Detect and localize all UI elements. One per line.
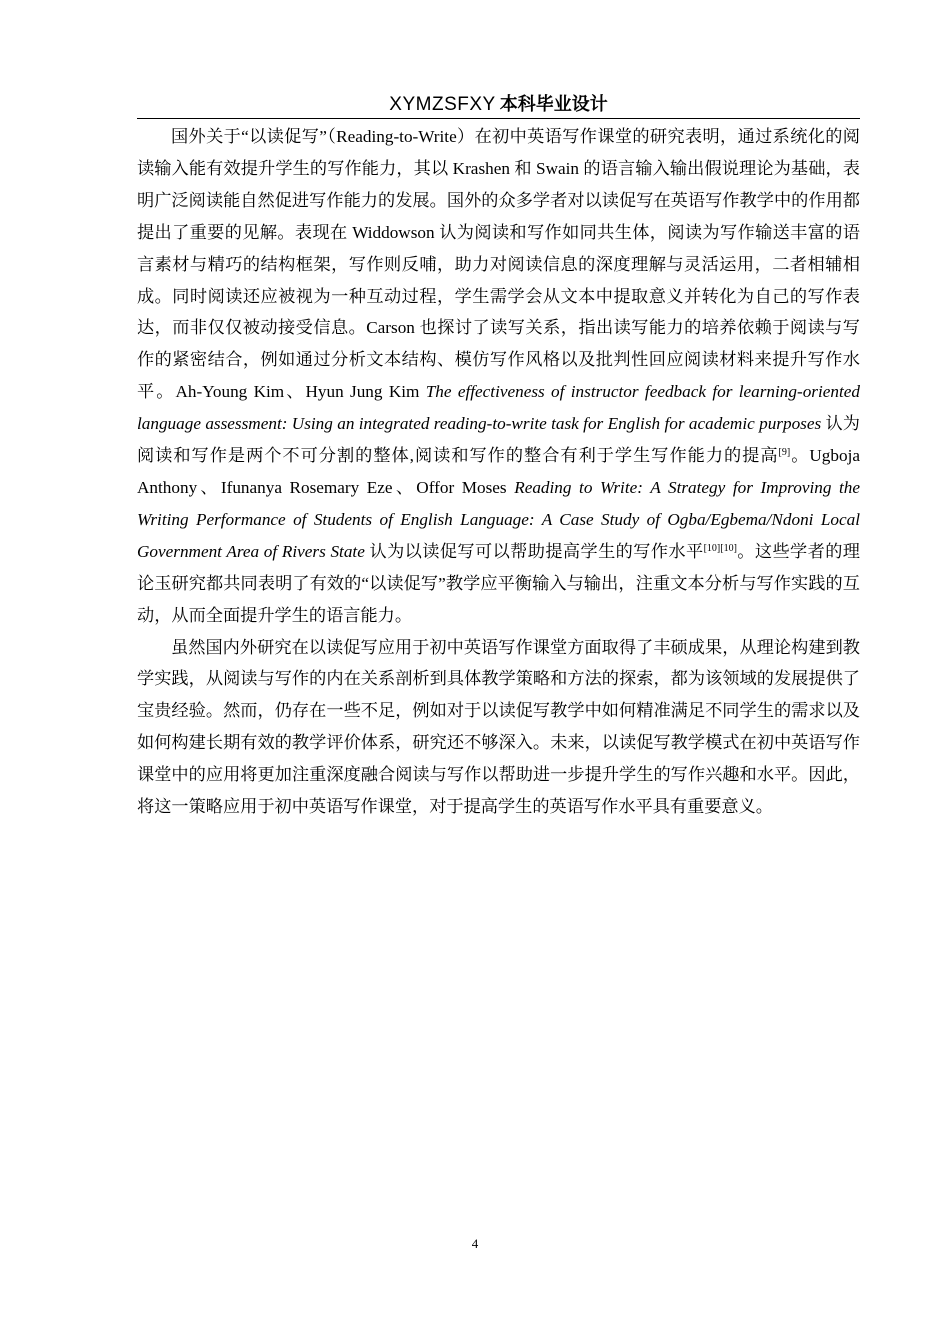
paragraph-1-text-b: 认为阅读和写作是两个不可分割的整体,阅读和写作的整合有利于学生写作能力的提高 (137, 414, 860, 466)
paragraph-1-text-c: 。Ugboja Anthony、Ifunanya Rosemary Eze、Offor Moses (137, 446, 860, 497)
paragraph-2: 虽然国内外研究在以读促写应用于初中英语写作课堂方面取得了丰硕成果，从理论构建到教学实践，从阅读与写作的内在关系剖析到具体教学策略和方法的探索，都为该领域的发展提供了宝贵经验。然而，仍存在一些不足，例如对于以读促写教学中如何精准满足不同学生的需求以及如何构建长期有效的教学评价体系，研究还不够深入。未来，以读促写教学模式在初中英语写作课堂中的应用将更加注重深度融合阅读与写作以帮助进一步提升学生的写作兴趣和水平。因此，将这一策略应用于初中英语写作课堂，对于提高学生的英语写作水平具有重要意义。 (137, 637, 860, 817)
body-text (137, 121, 860, 823)
cited-title-ugboja: Reading to Write: A Strategy for Improving the Writing Performance of Students of English Language: A Case Study of Ogba/Egbema/Ndoni Local Government Area of Rivers State (137, 477, 860, 561)
page-number: 4 (471, 1236, 479, 1251)
header-title: 本科毕业设计 (499, 94, 608, 115)
citation-ref-10: [10][10] (703, 542, 737, 554)
paragraph-1-text-d: 认为以读促写可以帮助提高学生的写作水平 (364, 541, 704, 561)
paragraph-1-text-a: 国外关于“以读促写”（Reading-to-Write）在初中英语写作课堂的研究表明，通过系统化的阅读输入能有效提升学生的写作能力，其以 Krashen 和 Swain 的语言输入输出假说理论为基础，表明广泛阅读能自然促进写作能力的发展。国外的众多学者对以读促写在英语写作教学中的作用都提出了重要的见解。表现在 Widdowson 认为阅读和写作如同共生体，阅读为写作输送丰富的语言素材与精巧的结构框架，写作则反哺，助力对阅读信息的深度理解与灵活运用，二者相辅相成。同时阅读还应被视为一种互动过程，学生需学会从文本中提取意义并转化为自己的写作表达，而非仅仅被动接受信息。Carson 也探讨了读写关系，指出读写能力的培养依赖于阅读与写作的紧密结合，例如通过分析文本结构、模仿写作风格以及批判性回应阅读材料来提升写作水平。Ah-Young Kim、Hyun Jung Kim (137, 127, 860, 402)
page-header (137, 90, 860, 119)
header-code: XYMZSFXY (389, 94, 496, 115)
citation-ref-9: [9] (778, 447, 791, 459)
paragraph-1 (137, 121, 860, 632)
cited-title-kim: The effectiveness of instructor feedback for learning-oriented language assessment: Using an integrated reading-to-write task for English for academic purposes (137, 382, 860, 434)
paragraph-1-text-e: 。这些学者的理论玉研究都共同表明了有效的“以读促写”教学应平衡输入与输出，注重文本分析与写作实践的互动，从而全面提升学生的语言能力。 (137, 541, 860, 625)
